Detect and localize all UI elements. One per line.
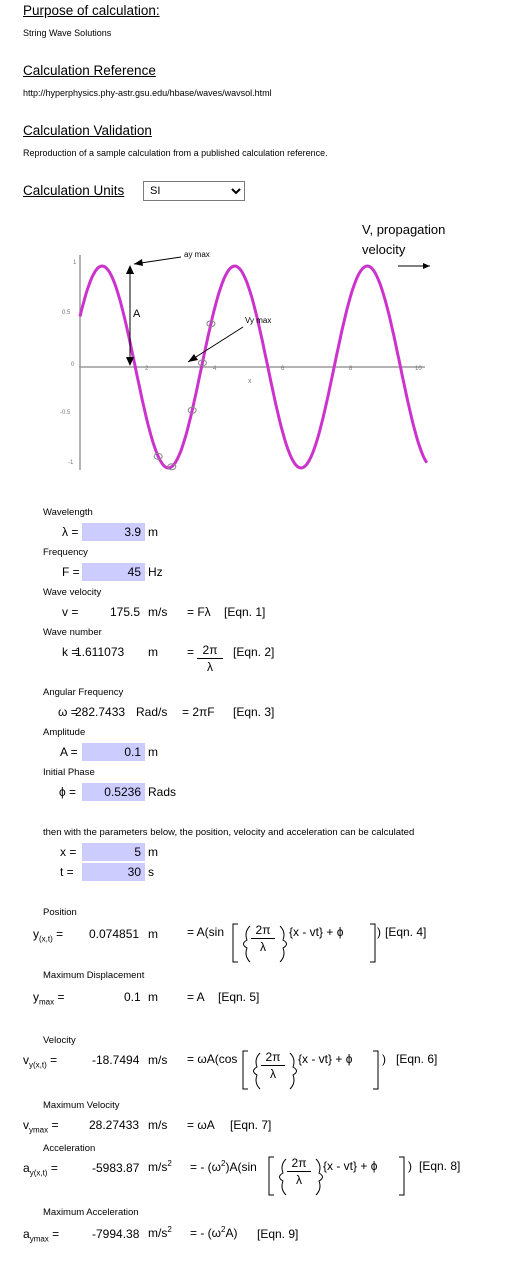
- purpose-heading: Purpose of calculation:: [23, 3, 160, 18]
- tick-y-1: 1: [73, 260, 77, 266]
- acceleration-value: -5983.87: [92, 1161, 140, 1175]
- tick-y-neg1: -1: [68, 460, 74, 466]
- max-acceleration-unit: $m/s^2$: [148, 1225, 172, 1240]
- velocity-symbol: $v_{y(x,t)}$ =: [23, 1053, 58, 1070]
- frequency-value[interactable]: 45: [127, 565, 141, 579]
- frequency-unit: Hz: [148, 565, 163, 579]
- then-text: then with the parameters below, the position, velocity and acceleration can be calculated: [43, 827, 415, 838]
- velocity-title: Velocity: [43, 1035, 76, 1046]
- acceleration-eqn: [Eqn. 8]: [419, 1159, 461, 1173]
- x-value[interactable]: 5: [134, 845, 141, 859]
- wave-velocity-title: Wave velocity: [43, 587, 102, 598]
- position-inner: {x - vt} + ϕ: [289, 925, 344, 939]
- fraction-denominator: λ: [260, 940, 266, 954]
- acceleration-close: ): [408, 1159, 412, 1173]
- vymax-arrowhead: [188, 354, 198, 362]
- velocity-arrowhead: [423, 263, 430, 269]
- reference-url[interactable]: http://hyperphysics.phy-astr.gsu.edu/hbase/waves/wavsol.html: [23, 88, 272, 98]
- position-eqn: [Eqn. 4]: [385, 925, 427, 939]
- wave-number-eqn: [Eqn. 2]: [233, 645, 275, 659]
- velocity-value: -18.7494: [92, 1053, 140, 1067]
- max-displacement-symbol: $y_{max}$ =: [33, 990, 65, 1007]
- velocity-label-line1: V, propagation: [362, 222, 446, 237]
- tick-y-neg0.5: -0.5: [60, 410, 71, 416]
- t-unit: s: [148, 865, 154, 879]
- wave-number-title: Wave number: [43, 627, 102, 638]
- wave-velocity-formula: = Fλ: [187, 605, 211, 619]
- fraction-bar: [251, 938, 275, 939]
- wavelength-value[interactable]: 3.9: [124, 525, 141, 539]
- initial-phase-value[interactable]: 0.5236: [104, 785, 141, 799]
- initial-phase-input[interactable]: [82, 783, 145, 801]
- tick-x-2: 2: [145, 366, 149, 372]
- acceleration-title: Acceleration: [43, 1143, 96, 1154]
- wave-velocity-symbol: v =: [62, 605, 79, 619]
- wave-number-fraction: [197, 643, 223, 674]
- frequency-input[interactable]: [82, 563, 145, 581]
- amplitude-input[interactable]: [82, 743, 145, 761]
- tick-x-8: 8: [349, 366, 353, 372]
- velocity-unit: m/s: [148, 1053, 168, 1067]
- wavelength-input[interactable]: [82, 523, 145, 541]
- fraction-numerator: 2π: [291, 1156, 307, 1170]
- wave-velocity-eqn: [Eqn. 1]: [224, 605, 266, 619]
- vymax-label: Vy max: [245, 316, 272, 325]
- max-velocity-value: 28.27433: [89, 1118, 140, 1132]
- acceleration-fraction: [287, 1156, 311, 1187]
- tick-x-6: 6: [281, 366, 285, 372]
- fraction-denominator: λ: [270, 1067, 276, 1081]
- velocity-formula: = ωA(cos: [187, 1052, 238, 1066]
- tick-y-0.5: 0.5: [62, 310, 71, 316]
- max-displacement-value: 0.1: [124, 990, 141, 1004]
- validation-heading: Calculation Validation: [23, 123, 152, 138]
- tick-x-10: 10: [415, 366, 422, 372]
- amplitude-title: Amplitude: [43, 727, 86, 738]
- max-displacement-title: Maximum Displacement: [43, 970, 145, 981]
- acceleration-unit: $m/s^2$: [148, 1159, 172, 1174]
- aymax-arrowhead: [134, 259, 143, 266]
- wave-velocity-value: 175.5: [110, 605, 141, 619]
- wavelength-unit: m: [148, 525, 158, 539]
- t-input[interactable]: [82, 863, 145, 881]
- reference-heading: Calculation Reference: [23, 63, 156, 78]
- max-velocity-unit: m/s: [148, 1118, 168, 1132]
- angular-frequency-symbol: ω =: [58, 705, 78, 719]
- wavelength-title: Wavelength: [43, 507, 93, 518]
- purpose-text: String Wave Solutions: [23, 28, 112, 38]
- validation-text: Reproduction of a sample calculation from a published calculation reference.: [23, 148, 328, 158]
- initial-phase-title: Initial Phase: [43, 767, 95, 778]
- fraction-numerator: 2π: [255, 923, 271, 937]
- max-acceleration-eqn: [Eqn. 9]: [257, 1227, 299, 1241]
- angular-frequency-eqn: [Eqn. 3]: [233, 705, 275, 719]
- max-velocity-formula: = ωA: [187, 1118, 215, 1132]
- frequency-title: Frequency: [43, 547, 88, 558]
- max-acceleration-formula: = - $(\omega^2A)$: [190, 1225, 238, 1240]
- wave-number-value: 1.611073: [75, 645, 125, 659]
- max-displacement-unit: m: [148, 990, 158, 1004]
- position-unit: m: [148, 927, 158, 941]
- position-fraction: [251, 923, 275, 954]
- fraction-bar: [287, 1171, 311, 1172]
- fraction-bar: [197, 658, 223, 659]
- angular-frequency-unit: Rad/s: [136, 705, 168, 719]
- wavelength-symbol: λ =: [62, 525, 79, 539]
- amplitude-unit: m: [148, 745, 158, 759]
- x-axis-label: x: [248, 378, 252, 385]
- units-heading: Calculation Units: [23, 183, 125, 198]
- velocity-label-line2: velocity: [362, 242, 406, 257]
- max-acceleration-symbol: $a_{ymax}$ =: [23, 1227, 60, 1244]
- position-title: Position: [43, 907, 77, 918]
- fraction-numerator: 2π: [202, 643, 218, 657]
- fraction-denominator: λ: [296, 1173, 302, 1187]
- frequency-symbol: F =: [62, 565, 80, 579]
- fraction-numerator: 2π: [265, 1050, 281, 1064]
- wave-diagram: [55, 215, 500, 480]
- angular-frequency-value: 282.7433: [75, 705, 126, 719]
- wave-number-eq: =: [187, 645, 195, 659]
- position-value: 0.074851: [89, 927, 140, 941]
- max-acceleration-value: -7994.38: [92, 1227, 140, 1241]
- amplitude-label: A: [133, 308, 141, 320]
- amplitude-symbol: A =: [60, 745, 78, 759]
- aymax-label: ay max: [184, 250, 210, 259]
- tick-x-4: 4: [213, 366, 217, 372]
- units-select[interactable]: [143, 181, 245, 201]
- max-displacement-eqn: [Eqn. 5]: [218, 990, 260, 1004]
- initial-phase-unit: Rads: [148, 785, 177, 799]
- max-displacement-formula: = A: [187, 990, 205, 1004]
- velocity-fraction: [261, 1050, 285, 1081]
- fraction-bar: [261, 1065, 285, 1066]
- velocity-close: ): [382, 1052, 386, 1066]
- velocity-eqn: [Eqn. 6]: [396, 1052, 438, 1066]
- wave-velocity-unit: m/s: [148, 605, 168, 619]
- acceleration-inner: {x - vt} + ϕ: [323, 1159, 378, 1173]
- t-value[interactable]: 30: [127, 865, 141, 879]
- wave-number-symbol: k =: [62, 645, 79, 659]
- x-unit: m: [148, 845, 158, 859]
- tick-y-0: 0: [71, 362, 75, 368]
- x-symbol: x =: [60, 845, 77, 859]
- acceleration-formula: = - $(\omega^2)A(\sin$: [190, 1159, 257, 1174]
- fraction-denominator: λ: [207, 660, 213, 674]
- amplitude-value[interactable]: 0.1: [124, 745, 141, 759]
- position-symbol: $y_{(x,t)}$ =: [33, 927, 64, 944]
- vymax-arrow: [188, 327, 243, 362]
- max-velocity-eqn: [Eqn. 7]: [230, 1118, 272, 1132]
- angular-frequency-title: Angular Frequency: [43, 687, 124, 698]
- max-acceleration-title: Maximum Acceleration: [43, 1207, 139, 1218]
- t-symbol: t =: [60, 865, 74, 879]
- max-velocity-title: Maximum Velocity: [43, 1100, 120, 1111]
- velocity-inner: {x - vt} + ϕ: [298, 1052, 353, 1066]
- acceleration-symbol: $a_{y(x,t)}$ =: [23, 1161, 58, 1178]
- position-close: ): [377, 925, 381, 939]
- wave-number-unit: m: [148, 645, 158, 659]
- position-formula: = A(sin: [187, 925, 225, 939]
- angular-frequency-formula: = 2πF: [182, 705, 215, 719]
- x-input[interactable]: [82, 843, 145, 861]
- max-velocity-symbol: $v_{ymax}$ =: [23, 1118, 59, 1135]
- initial-phase-symbol: ϕ =: [59, 785, 77, 799]
